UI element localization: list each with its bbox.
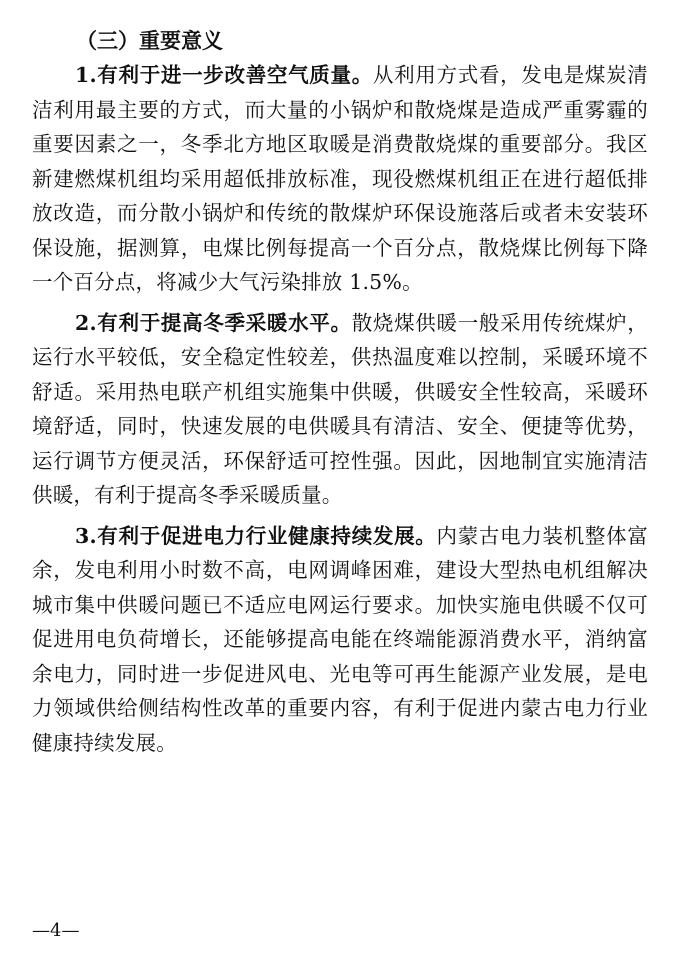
paragraph-air-quality (32, 58, 648, 300)
paragraph-body: 从利用方式看，发电是煤炭清洁利用最主要的方式，而大量的小锅炉和散烧煤是造成严重雾霾的重要因素之一，冬季北方地区取暖是消费散烧煤的重要部分。我区新建燃煤机组均采用超低排放标准，现役燃煤机组正在进行超低排放改造，而分散小锅炉和传统的散煤炉环保设施落后或者未安装环保设施，据测算，电煤比例每提高一个百分点，散烧煤比例每下降一个百分点，将减少大气污染排放 1.5%。 (32, 63, 648, 294)
paragraph-body: 内蒙古电力装机整体富余，发电利用小时数不高，电网调峰困难，建设大型热电机组解决城市集中供暖问题已不适应电网运行要求。加快实施电供暖不仅可促进用电负荷增长，还能够提高电能在终端能源消费水平，消纳富余电力，同时进一步促进风电、光电等可再生能源产业发展，是电力领域供给侧结构性改革的重要内容，有利于促进内蒙古电力行业健康持续发展。 (32, 523, 648, 755)
paragraph-heating-level (32, 306, 648, 513)
paragraph-lead: 3.有利于促进电力行业健康持续发展。 (75, 523, 437, 548)
paragraph-lead: 2.有利于提高冬季采暖水平。 (75, 310, 352, 335)
document-page (32, 26, 648, 766)
paragraph-lead: 1.有利于进一步改善空气质量。 (75, 63, 373, 87)
page-number: —4— (32, 920, 80, 941)
paragraph-body: 散烧煤供暖一般采用传统煤炉，运行水平较低，安全稳定性较差，供热温度难以控制，采暖环境不舒适。采用热电联产机组实施集中供暖，供暖安全性较高，采暖环境舒适，同时，快速发展的电供暖具有清洁、安全、便捷等优势，运行调节方便灵活，环保舒适可控性强。因此，因地制宜实施清洁供暖，有利于提高冬季采暖质量。 (32, 310, 648, 507)
section-heading: （三）重要意义 (76, 28, 223, 53)
paragraph-power-industry (32, 519, 648, 761)
